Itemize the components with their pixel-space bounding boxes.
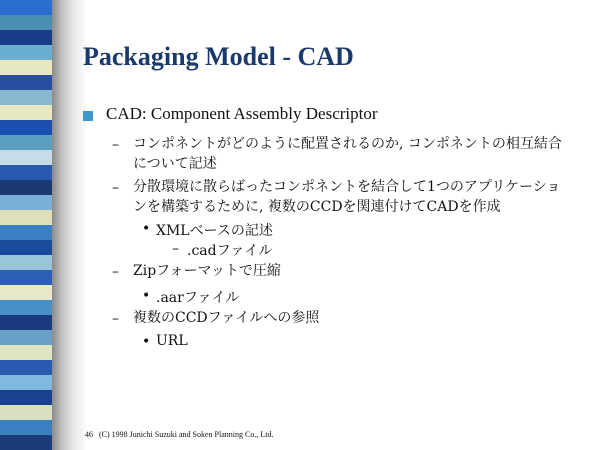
dash-bullet: – [112,137,119,153]
item-zip-compression: Zipフォーマットで圧縮 [133,263,281,279]
slide-title: Packaging Model - CAD [83,42,354,71]
item-ccd-references: 複数のCCDファイルへの参照 [133,310,320,326]
footer [85,430,273,439]
dot-bullet: • [142,334,151,350]
subsubitem-cad-file: .cadファイル [187,243,273,259]
strip-segment [0,345,52,360]
strip-segment [0,375,52,390]
dash-bullet: – [112,311,119,327]
strip-segment [0,270,52,285]
strip-segment [0,105,52,120]
item-placement-description: コンポネントがどのように配置されるのか, コンポネントの相互結合について記述 [133,136,562,172]
strip-segment [0,315,52,330]
strip-segment [0,195,52,210]
strip-segment [0,75,52,90]
strip-segment [0,150,52,165]
subitem-aar-file: .aarファイル [156,290,240,306]
strip-segment [0,435,52,450]
square-bullet-icon [83,111,93,121]
dash-bullet: – [172,241,179,257]
subitem-xml-based: XMLベースの記述 [156,223,273,239]
strip-segment [0,390,52,405]
strip-segment [0,405,52,420]
strip-segment [0,135,52,150]
strip-segment [0,45,52,60]
strip-segment [0,0,52,15]
strip-segment [0,180,52,195]
strip-segment [0,60,52,75]
strip-segment [0,210,52,225]
dot-bullet: • [142,221,151,237]
strip-segment [0,225,52,240]
item-distributed-assembly: 分散環境に散らばったコンポネントを結合して1つのアプリケーションを構築するために, 複数のCCDを関連付けてCADを作成 [133,179,561,215]
dash-bullet: – [112,180,119,196]
page-number: 46 [85,430,93,439]
strip-segment [0,165,52,180]
strip-segment [0,90,52,105]
strip-segment [0,240,52,255]
strip-segment [0,15,52,30]
decorative-color-strip [0,0,52,450]
strip-segment [0,330,52,345]
strip-segment [0,30,52,45]
dot-bullet: • [142,288,151,304]
strip-segment [0,420,52,435]
strip-segment [0,285,52,300]
dash-bullet: – [112,264,119,280]
copyright-text: (C) 1998 Junichi Suzuki and Soken Planning Co., Ltd. [99,430,274,439]
strip-segment [0,360,52,375]
subitem-url: URL [156,333,188,349]
strip-segment [0,255,52,270]
strip-segment [0,300,52,315]
strip-segment [0,120,52,135]
main-bullet-text: CAD: Component Assembly Descriptor [106,104,378,123]
